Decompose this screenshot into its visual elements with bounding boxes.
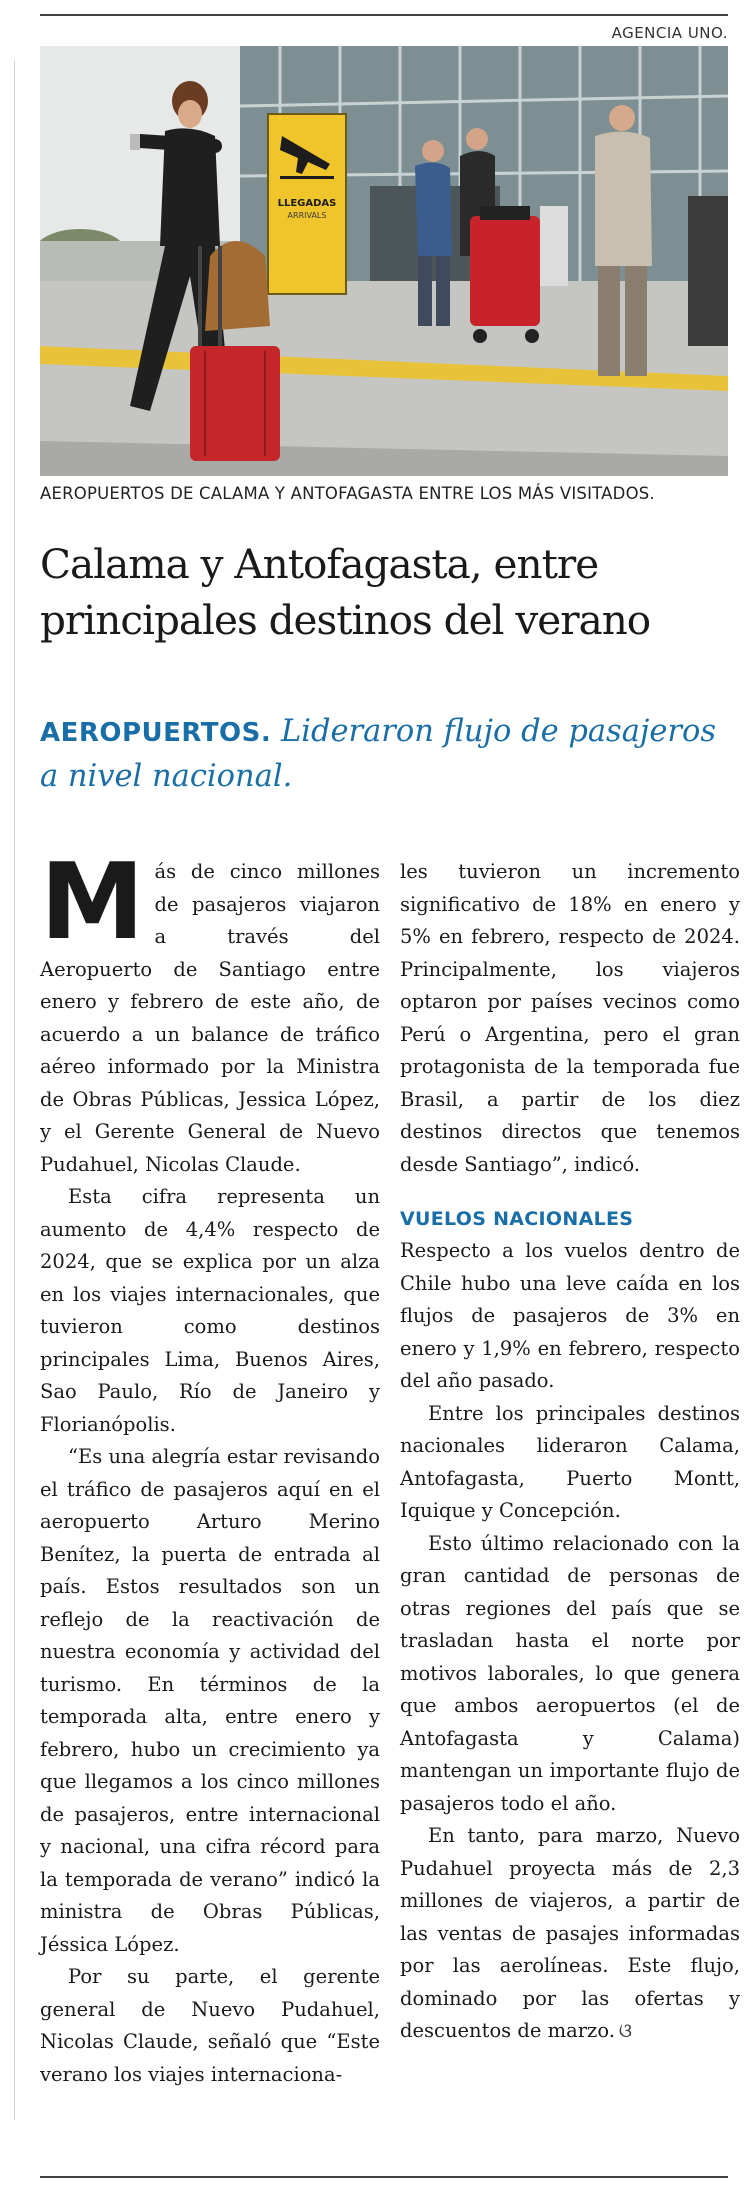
article-column-right	[400, 856, 740, 2048]
paragraph-9-text: En tanto, para marzo, Nuevo Pudahuel proyecta más de 2,3 millones de viajeros, a partir de las ventas de pasajes informadas por las aerolíneas. Este flujo, dominado por las ofertas y descuentos de marzo.	[400, 1824, 740, 2042]
section-subhead: VUELOS NACIONALES	[400, 1208, 634, 1230]
deck-kicker: AEROPUERTOS.	[40, 718, 272, 748]
bottom-rule	[40, 2176, 728, 2178]
paragraph-6: Respecto a los vuelos dentro de Chile hubo una leve caída en los flujos de pasajeros de 3% en enero y 1,9% en febrero, respecto del año pasado.	[400, 1239, 740, 1392]
end-mark-icon: ଓ	[618, 2020, 633, 2042]
margin-rule	[14, 60, 15, 2120]
airport-photo	[40, 46, 728, 476]
deck-text: Lideraron flujo de pasajeros a nivel nacional.	[40, 714, 716, 794]
paragraph-1	[40, 841, 380, 1181]
paragraph-4: Por su parte, el gerente general de Nuevo Pudahuel, Nicolas Claude, señaló que “Este verano los viajes internaciona-	[40, 1965, 380, 2086]
paragraph-3: “Es una alegría estar revisando el tráfico de pasajeros aquí en el aeropuerto Arturo Merino Benítez, la puerta de entrada al país. Estos resultados son un reflejo de la reactivación de nuestra economía y actividad del turismo. En términos de la temporada alta, entre enero y febrero, hubo un crecimiento ya que llegamos a los cinco millones de pasajeros, entre internacional y nacional, una cifra récord para la temporada de verano” indicó la ministra de Obras Públicas, Jéssica López.	[40, 1445, 380, 1956]
paragraph-5: les tuvieron un incremento significativo de 18% en enero y 5% en febrero, respecto de 2024. Principalmente, los viajeros optaron por países vecinos como Perú o Argentina, pero el gran protagonista de la temporada fue Brasil, a partir de los diez destinos directos que tenemos desde Santiago”, indicó.	[400, 860, 740, 1176]
paragraph-1-text: ás de cinco millones de pasajeros viajaron a través del Aeropuerto de Santiago entre enero y febrero de este año, de acuerdo a un balance de tráfico aéreo informado por la Ministra de Obras Públicas, Jessica López, y el Gerente General de Nuevo Pudahuel, Nicolas Claude.	[40, 860, 380, 1176]
photo-credit: AGENCIA UNO.	[611, 24, 728, 42]
drop-cap: M	[40, 841, 145, 963]
photo-caption: AEROPUERTOS DE CALAMA Y ANTOFAGASTA ENTRE LOS MÁS VISITADOS.	[40, 484, 655, 503]
headline: Calama y Antofagasta, entre principales destinos del verano	[40, 540, 651, 644]
deck	[40, 710, 730, 799]
paragraph-7: Entre los principales destinos nacionales lideraron Calama, Antofagasta, Puerto Montt, Iquique y Concepción.	[400, 1401, 740, 1522]
paragraph-8: Esto último relacionado con la gran cantidad de personas de otras regiones del país que se trasladan hasta el norte por motivos laborales, lo que genera que ambos aeropuertos (el de Antofagasta y Calama) mantengan un importante flujo de pasajeros todo el año.	[400, 1531, 740, 1815]
top-rule	[40, 14, 728, 16]
sign-sublabel: ARRIVALS	[287, 211, 327, 220]
article-column-left	[40, 841, 380, 2091]
paragraph-9	[400, 1820, 740, 2048]
paragraph-2: Esta cifra representa un aumento de 4,4% respecto de 2024, que se explica por un alza en los viajes internacionales, que tuvieron como destinos principales Lima, Buenos Aires, Sao Paulo, Río de Janeiro y Florianópolis.	[40, 1185, 380, 1436]
sign-label: LLEGADAS	[277, 198, 337, 209]
